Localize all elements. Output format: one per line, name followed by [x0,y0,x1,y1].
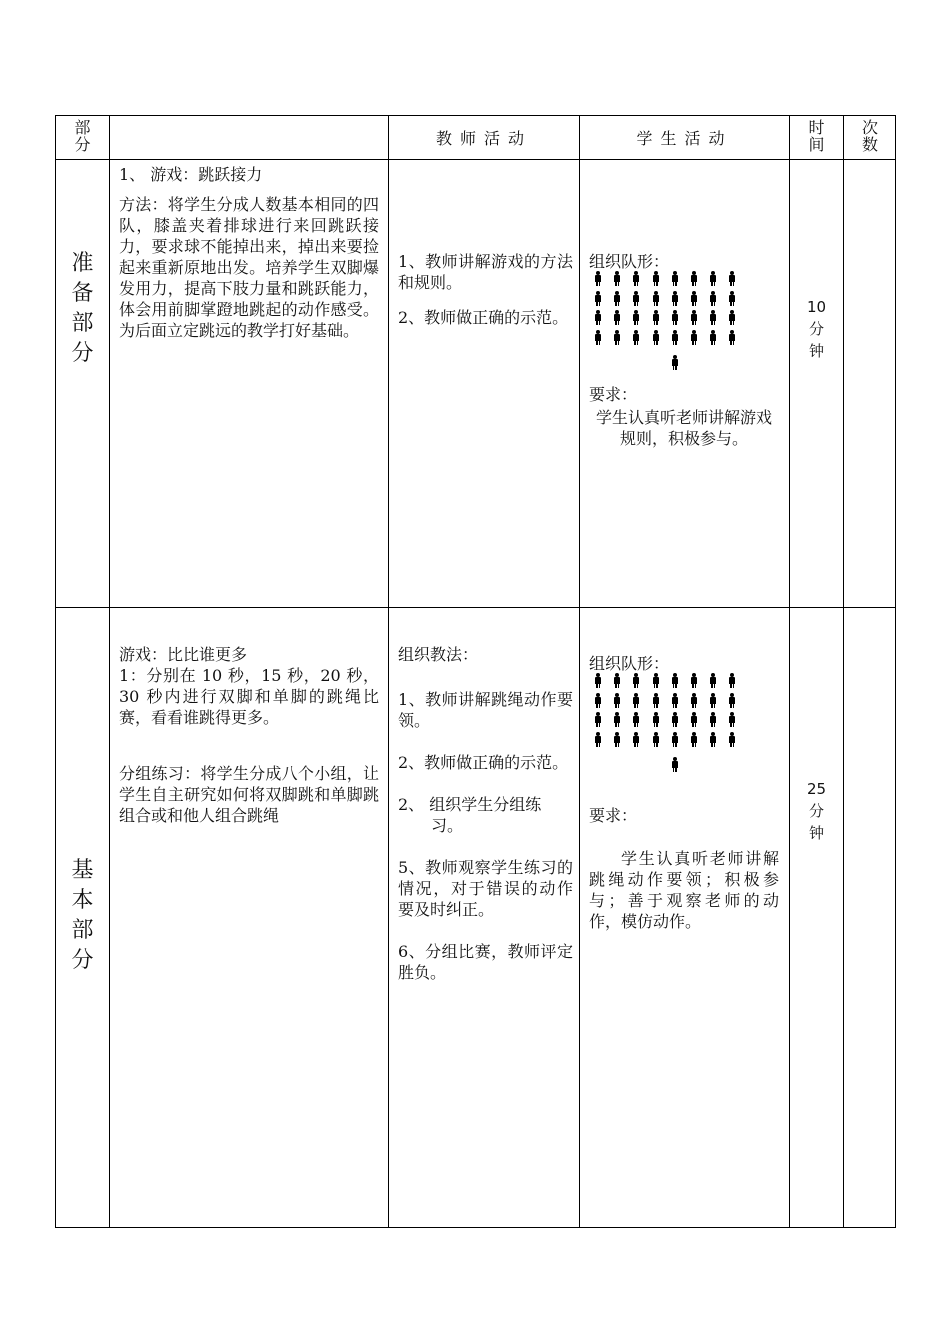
prep-formation-label: 组织队形： [589,252,670,271]
person-icon [614,291,620,306]
person-icon [653,693,659,708]
person-icon [691,673,697,688]
basic-time-value: 25 [806,780,827,798]
basic-content-title: 游戏：比比谁更多 [119,645,248,664]
person-icon [595,310,601,325]
prep-teacher [398,251,573,328]
basic-teacher-title: 组织教法： [398,645,479,664]
person-icon [595,673,601,688]
person-icon [614,673,620,688]
person-icon [691,271,697,286]
prep-formation [595,271,735,367]
basic-teacher-item: 5、教师观察学生练习的情况，对于错误的动作要及时纠正。 [398,858,573,919]
person-icon [729,271,735,286]
basic-teacher-item: 6、分组比赛，教师评定胜负。 [398,942,573,982]
person-icon [691,310,697,325]
table-divider [388,116,389,1227]
person-icon [653,673,659,688]
person-icon [672,693,678,708]
person-icon [614,271,620,286]
header-teacher: 教师活动 [435,129,532,148]
person-icon [672,712,678,727]
person-icon [614,693,620,708]
basic-teacher-item: 2、 组织学生分组练习。 [398,795,542,835]
basic-teacher-item: 2、教师做正确的示范。 [398,753,569,772]
person-icon [672,271,678,286]
prep-time-unit: 分钟 [808,320,824,360]
person-icon [710,712,716,727]
person-icon [710,693,716,708]
person-icon [672,732,678,747]
person-icon [614,330,620,345]
person-icon [710,310,716,325]
person-icon [595,271,601,286]
person-icon [614,310,620,325]
header-count [844,119,896,153]
person-icon [691,693,697,708]
table-divider [789,116,790,1227]
prep-student [589,251,779,448]
basic-content-body2: 分组练习：将学生分成八个小组，让学生自主研究如何将双脚跳和单脚跳组合或和他人组合跳绳 [119,764,379,825]
table-divider [56,607,895,608]
person-icon [653,732,659,747]
person-icon [729,712,735,727]
person-icon [710,271,716,286]
header-time-label: 时间 [808,118,825,154]
person-icon [653,330,659,345]
person-icon [633,291,639,306]
person-icon [729,673,735,688]
person-icon [710,291,716,306]
section-basic-label: 基本部分 [71,858,94,973]
lesson-plan-table [55,115,896,1228]
person-icon [691,732,697,747]
person-icon [633,693,639,708]
table-divider [843,116,844,1227]
table-divider [579,116,580,1227]
person-icon [672,355,678,370]
person-icon [633,330,639,345]
basic-require-label: 要求： [589,806,638,825]
person-icon [710,330,716,345]
person-icon [672,757,678,772]
person-icon [729,330,735,345]
basic-teacher-item: 1、教师讲解跳绳动作要领。 [398,690,573,730]
person-icon [672,310,678,325]
person-icon [633,673,639,688]
header-student: 学生活动 [636,129,733,148]
person-icon [595,693,601,708]
prep-require-text: 学生认真听老师讲解游戏规则，积极参与。 [595,408,772,448]
person-icon [653,271,659,286]
person-icon [691,291,697,306]
person-icon [653,712,659,727]
header-section [56,119,109,159]
person-icon [653,310,659,325]
header-time [790,119,843,153]
person-icon [633,310,639,325]
person-icon [653,291,659,306]
prep-time-value: 10 [806,298,827,316]
section-prep-label: 准备部分 [71,251,94,366]
person-icon [595,712,601,727]
prep-content-title: 1、 游戏：跳跃接力 [119,165,263,184]
table-divider [109,116,110,1227]
person-icon [633,732,639,747]
person-icon [633,271,639,286]
basic-formation-label: 组织队形： [589,654,670,673]
person-icon [595,330,601,345]
prep-content [119,164,379,341]
prep-teacher-item: 2、教师做正确的示范。 [398,308,569,327]
person-icon [691,712,697,727]
person-icon [729,291,735,306]
basic-require-text: 学生认真听老师讲解跳绳动作要领；积极参与；善于观察老师的动作，模仿动作。 [589,849,779,931]
basic-time [790,778,843,844]
person-icon [729,732,735,747]
header-count-label: 次数 [861,118,878,154]
section-basic [56,856,109,976]
person-icon [614,732,620,747]
basic-formation [595,673,735,769]
prep-teacher-item: 1、教师讲解游戏的方法和规则。 [398,252,573,292]
person-icon [729,693,735,708]
basic-teacher [398,644,573,983]
basic-content-body: 1：分别在 10 秒，15 秒，20 秒，30 秒内进行双脚和单脚的跳绳比赛，看看谁跳得更多。 [119,666,379,727]
basic-student [589,653,779,931]
person-icon [710,732,716,747]
person-icon [729,310,735,325]
person-icon [595,732,601,747]
prep-time [790,296,843,362]
person-icon [672,673,678,688]
table-divider [56,159,895,160]
prep-content-body: 方法：将学生分成人数基本相同的四队，膝盖夹着排球进行来回跳跃接力，要求球不能掉出来，掉出来要捡起来重新原地出发。培养学生双脚爆发用力，提高下肢力量和跳跃能力，体会用前脚掌蹬地跳起的动作感受。为后面立定跳远的教学打好基础。 [119,195,379,340]
basic-time-unit: 分钟 [808,802,824,842]
person-icon [691,330,697,345]
header-section-label: 部分 [74,118,91,154]
person-icon [710,673,716,688]
prep-require-label: 要求： [589,385,638,404]
person-icon [672,291,678,306]
basic-content [119,644,379,826]
section-prep [56,249,109,369]
person-icon [672,330,678,345]
person-icon [633,712,639,727]
person-icon [595,291,601,306]
person-icon [614,712,620,727]
